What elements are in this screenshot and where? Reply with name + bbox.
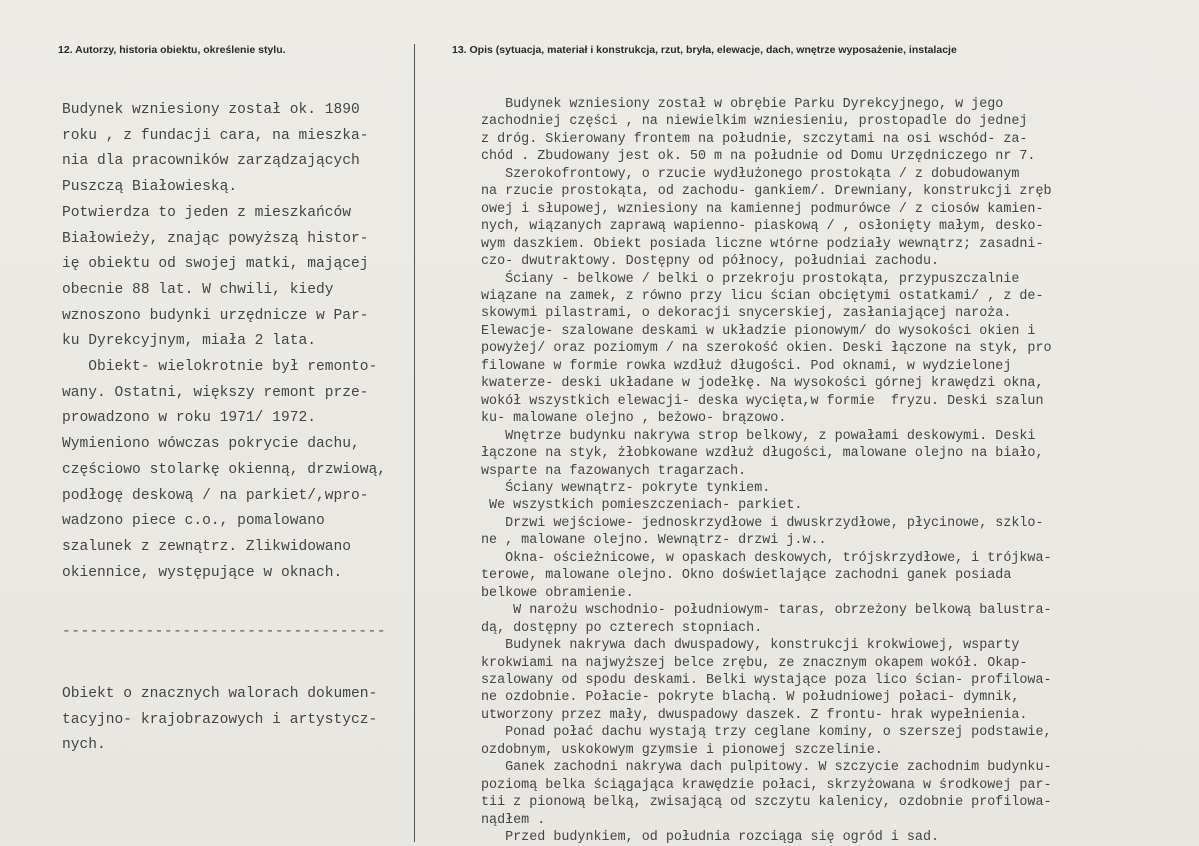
history-line: wany. Ostatni, większy remont prze- [62,384,369,401]
description-line: Wnętrze budynku nakrywa strop belkowy, z powałami deskowymi. Deski [481,428,1036,444]
description-line: Szerokofrontowy, o rzucie wydłużonego prostokąta / z dobudowanym [481,166,1020,182]
description-line: chód . Zbudowany jest ok. 50 m na południe od Domu Urzędniczego nr 7. [481,149,1036,165]
description-line: łączone na styk, żłobkowane wzdłuż długości, malowane olejno na biało, [481,446,1044,462]
description-line: Ściany wewnątrz- pokryte tynkiem. [481,480,771,496]
history-line: ię obiektu od swojej matki, mającej [62,256,369,273]
history-line: obecnie 88 lat. W chwili, kiedy [62,281,334,298]
value-assessment-text [62,682,377,759]
description-line: Ganek zachodni nakrywa dach pulpitowy. W szczycie zachodnim budynku- [481,760,1052,776]
history-line: ku Dyrekcyjnym, miała 2 lata. [62,333,316,350]
description-line: ne ozdobnie. Połacie- pokryte blachą. W południowej połaci- dymnik, [481,690,1020,706]
description-line: ozdobnym, uskokowym gzymsie i pionowej szczelinie. [481,742,883,758]
section-12-header: 12. Autorzy, historia obiektu, określenie stylu. [58,44,286,56]
history-line: Białowieży, znając powyższą histor- [62,230,369,247]
description-line: filowane w formie rowka wzdłuż długości. Pod oknami, w wydzielonej [481,358,1012,374]
history-line: prowadzono w roku 1971/ 1972. [62,410,316,427]
section-13-header: 13. Opis (sytuacja, materiał i konstrukcja, rzut, bryła, elewacje, dach, wnętrze wyposażenie, instalacje [452,44,957,56]
history-line: Puszczą Białowieską. [62,179,238,196]
history-line: Obiekt- wielokrotnie był remonto- [62,359,378,376]
description-line: Budynek wzniesiony został w obrębie Parku Dyrekcyjnego, w jego [481,97,1004,112]
assessment-line: nych. [62,737,106,753]
description-line: owej i słupowej, wzniesiony na kamiennej podmurówce / z ciosów kamien- [481,201,1044,217]
description-line: Elewacje- szalowane deskami w układzie pionowym/ do wysokości okien i [481,323,1036,339]
description-line: belkowe obramienie. [481,585,634,601]
history-line: Budynek wzniesiony został ok. 1890 [62,102,360,118]
description-line: czo- dwutraktowy. Dostępny od północy, południai zachodu. [481,254,940,270]
description-line: nych, wiązanych zaprawą wapienno- piaskową / , osłonięty małym, desko- [481,219,1044,235]
description-line: wiązane na zamek, z równo przy licu ścian obciętymi ostatkami/ , z de- [481,288,1044,304]
description-line: kwaterze- deski układane w jodełkę. Na wysokości górnej krawędzi okna, [481,376,1044,392]
history-line: Wymieniono wówczas pokrycie dachu, [62,436,360,453]
description-line: nądłem . [481,812,546,828]
description-line: Ściany - belkowe / belki o przekroju prostokąta, przypuszczalnie [481,271,1020,287]
description-line: Budynek nakrywa dach dwuspadowy, konstrukcji krokwiowej, wsparty [481,638,1020,654]
description-line: W narożu wschodnio- południowym- taras, obrzeżony belkową balustra- [481,603,1052,619]
description-line: ne , malowane olejno. Wewnątrz- drzwi j.w.. [481,533,827,549]
description-line: We wszystkich pomieszczeniach- parkiet. [481,498,803,514]
history-line: okiennice, występujące w oknach. [62,564,343,581]
description-line: wokół wszystkich elewacji- deska wycięta,w formie fryzu. Deski szalun [481,393,1044,409]
description-line: szalowany od spodu deskami. Belki wystające poza lico ścian- profilowa- [481,672,1052,688]
history-line: roku , z fundacji cara, na mieszka- [62,127,369,144]
dashed-separator: ----------------------------------- [62,624,387,640]
description-line: na rzucie prostokąta, od zachodu- gankiem/. Drewniany, konstrukcji zręb [481,184,1052,200]
history-line: nia dla pracowników zarządzających [62,153,360,170]
history-line: wznoszono budynki urzędnicze w Par- [62,307,369,324]
assessment-line: Obiekt o znacznych walorach dokumen- [62,686,378,702]
description-line: wym daszkiem. Obiekt posiada liczne wtórne podziały wewnątrz; zasadni- [481,236,1044,252]
description-line: zachodniej części , na niewielkim wzniesieniu, prostopadle do jednej [481,114,1028,130]
description-line: dą, dostępny po czterech stopniach. [481,620,763,636]
description-line: skowymi pilastrami, o dekoracji snycerskiej, zasłaniającej naroża. [481,306,1012,322]
description-line: ku- malowane olejno , beżowo- brązowo. [481,411,787,427]
history-text [62,98,386,586]
history-line: wadzono piece c.o., pomalowano [62,513,325,530]
description-line: powyżej/ oraz poziomym / na szerokość okien. Deski łączone na styk, pro [481,341,1052,357]
description-line: Okna- ościeżnicowe, w opaskach deskowych, trójskrzydłowe, i trójkwa- [481,550,1052,566]
description-line: terowe, malowane olejno. Okno doświetlające zachodni ganek posiada [481,568,1012,584]
description-line: Ponad połać dachu wystają trzy ceglane kominy, o szerszej podstawie, [481,725,1052,741]
description-text [481,96,1052,846]
description-line: z dróg. Skierowany frontem na południe, szczytami na osi wschód- za- [481,131,1028,147]
assessment-line: tacyjno- krajobrazowych i artystycz- [62,711,378,728]
description-line: krokwiami na najwyższej belce zrębu, ze znacznym okapem wokół. Okap- [481,655,1028,671]
description-line: wsparte na fazowanych tragarzach. [481,463,747,479]
history-line: Potwierdza to jeden z mieszkańców [62,204,352,221]
history-line: szalunek z zewnątrz. Zlikwidowano [62,538,352,555]
column-divider [414,44,415,842]
history-line: podłogę deskową / na parkiet/,wpro- [62,487,369,504]
description-line: tii z pionową belką, zwisającą od szczytu kalenicy, ozdobnie profilowa- [481,795,1052,811]
description-line: utworzony przez mały, dwuspadowy daszek. Z frontu- hrak wypełnienia. [481,707,1028,723]
history-line: częściowo stolarkę okienną, drzwiową, [62,461,387,478]
description-line: Przed budynkiem, od południa rozciąga się ogród i sad. [481,830,940,846]
description-line: Drzwi wejściowe- jednoskrzydłowe i dwuskrzydłowe, płycinowe, szklo- [481,515,1044,531]
description-line: poziomą belka ściągająca krawędzie połaci, skrzyżowana w środkowej par- [481,777,1052,793]
